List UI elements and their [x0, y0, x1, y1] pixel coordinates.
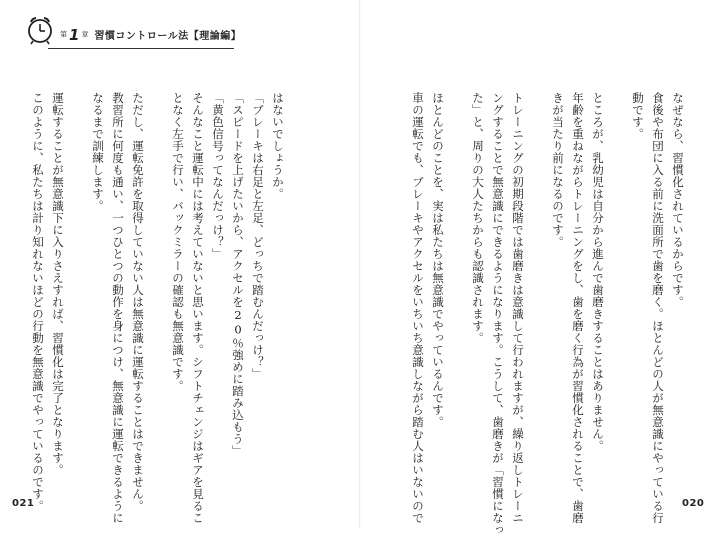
running-header: [18, 12, 242, 46]
chapter-label: [60, 24, 241, 44]
right-page-text-line: [448, 92, 468, 492]
header-rule: [48, 48, 234, 49]
right-page-text-line: 食後や布団に入る前に洗面所で歯を磨く。ほとんどの人が無意識にやっている行: [651, 92, 665, 524]
right-page-text-line: なぜなら、習慣化されているからです。: [671, 92, 685, 308]
left-page-text-line: [148, 92, 168, 492]
page-number-right: 020: [682, 498, 705, 509]
left-page-text-line: ただし、運転免許を取得していない人は無意識に運転することはできません。: [131, 92, 145, 512]
right-page-text-line: トレーニングの初期段階では歯磨きは意識して行われますが、繰り返しトレーニ: [511, 92, 525, 524]
alarm-clock-icon: [18, 12, 58, 46]
left-page-text-line: 教習所に何度も通い、一つひとつの動作を身につけ、無意識に運転できるように: [111, 92, 125, 524]
left-page-text-line: 「スピードを上げたいから、アクセルを20％強めに踏み込もう」: [231, 92, 245, 457]
right-page-text-line: [528, 92, 548, 492]
left-page-text-line: 運転することが無意識下に入りさえすれば、習慣化は完了となります。: [51, 92, 65, 476]
right-page-text-line: ングすることで無意識にできるようになります。こうして、歯磨きが「習慣になっ: [491, 92, 505, 536]
page-number-left: 021: [12, 498, 35, 509]
right-page-text-line: ところが、乳幼児は自分から進んで歯磨きすることはありません。: [591, 92, 605, 452]
chapter-prefix: 第: [60, 30, 67, 39]
left-page-text-line: 「黄色信号ってなんだっけ？」: [211, 92, 225, 260]
left-page-text-line: なるまで訓練します。: [91, 92, 105, 212]
right-page-text-line: た」と、周りの大人たちからも認識されます。: [471, 92, 485, 344]
chapter-suffix: 章: [81, 30, 89, 39]
left-page-text-line: はないでしょうか。: [271, 92, 285, 200]
chapter-number: 1: [69, 25, 80, 44]
page-gutter: [359, 0, 361, 528]
left-page-text-line: このように、私たちは計り知れないほどの行動を無意識でやっているのです。: [31, 92, 45, 512]
right-page-text-line: 年齢を重ねながらトレーニングをし、歯を磨く行為が習慣化されることで、歯磨: [571, 92, 585, 524]
right-page-text-line: きが当たり前になるのです。: [551, 92, 565, 248]
right-page-text-line: 動です。: [631, 92, 645, 140]
left-page-text-line: そんなこと運転中には考えていないと思います。シフトチェンジはギアを見るこ: [191, 92, 205, 524]
chapter-title: 習慣コントロール法【理論編】: [94, 31, 242, 42]
right-page-text-line: [608, 92, 628, 492]
left-page-text-line: となく左手で行い、バックミラーの確認も無意識です。: [171, 92, 185, 392]
right-page-text-line: ほとんどのことを、実は私たちは無意識でやっているんです。: [431, 92, 445, 428]
left-page-body: [28, 92, 288, 524]
right-page-body: [408, 92, 688, 536]
right-page-text-line: 車の運転でも、ブレーキやアクセルをいちいち意識しながら踏む人はいないので: [411, 92, 425, 524]
left-page-text-line: 「ブレーキは右足と左足、どっちで踏むんだっけ？」: [251, 92, 265, 380]
left-page-text-line: [68, 92, 88, 492]
